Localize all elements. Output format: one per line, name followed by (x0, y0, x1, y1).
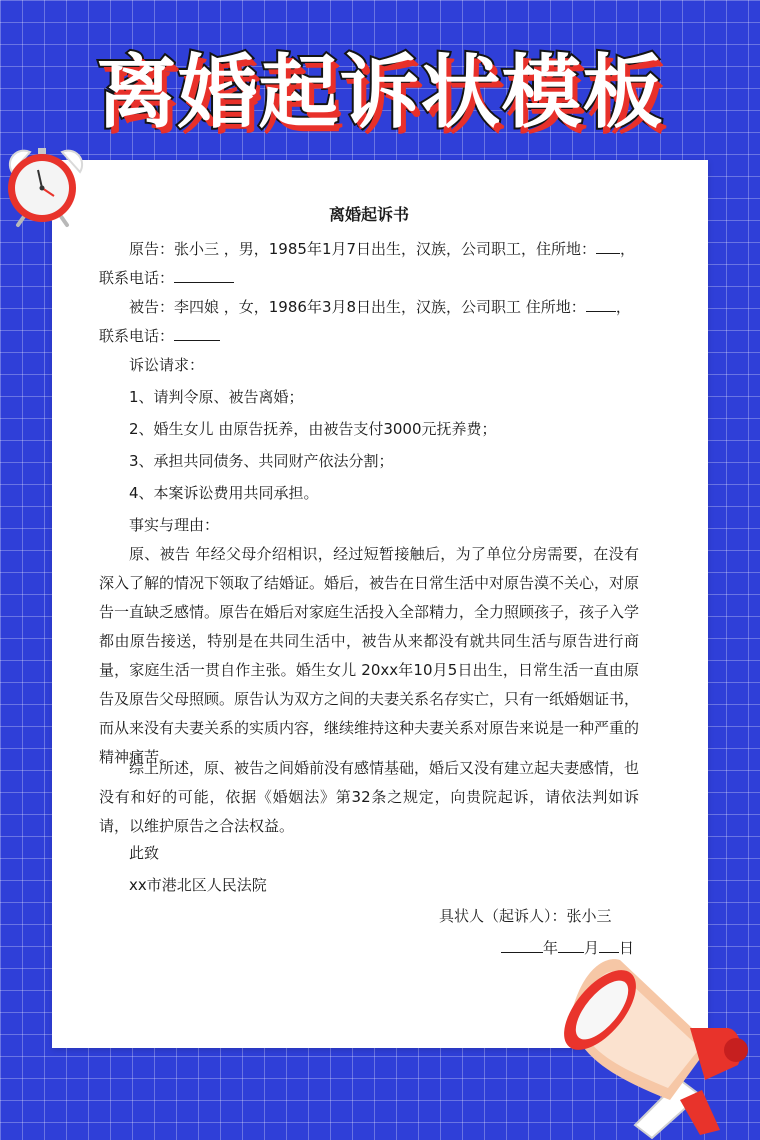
facts-heading: 事实与理由： (129, 516, 220, 534)
claims-heading: 诉讼请求： (129, 356, 205, 374)
claim-item: 4、本案诉讼费用共同承担。 (129, 484, 319, 502)
plaintiff-info: 原告：张小三 ，男，1985年1月7日出生，汉族，公司职工，住所地： (129, 240, 597, 258)
date-year-blank (501, 938, 543, 953)
megaphone-icon (560, 950, 760, 1140)
signature-line: 具状人（起诉人）：张小三 (439, 907, 612, 925)
banner-title: 离婚起诉状模板 (96, 46, 664, 139)
claim-item: 2、婚生女儿 由原告抚养，由被告支付3000元抚养费； (129, 420, 497, 438)
defendant-line-end: ， (615, 298, 631, 316)
defendant-address-blank (586, 297, 616, 312)
date-day-blank (599, 938, 619, 953)
date-line (501, 937, 634, 958)
date-month-label: 月 (584, 939, 600, 957)
plaintiff-line-end: ， (620, 240, 636, 258)
date-year-label: 年 (543, 939, 559, 957)
plaintiff-phone-blank (174, 268, 234, 283)
date-month-blank (558, 938, 584, 953)
plaintiff-phone-line (99, 267, 234, 288)
facts-paragraph: 原、被告 年经父母介绍相识，经过短暂接触后，为了单位分房需要，在没有深入了解的情况下领取了结婚证。婚后，被告在日常生活中对原告漠不关心，对原告一直缺乏感情。原告在婚后对家庭生活投入全部精力，全力照顾孩子，孩子入学都由原告接送，特别是在共同生活中，被告从来都没有就共同生活与原告进行商量，家庭生活一贯自作主张。婚生女儿 20xx年10月5日出生，日常生活一直由原告及原告父母照顾。原告认为双方之间的夫妻关系名存实亡，只有一纸婚姻证书，而从来没有夫妻关系的实质内容，继续维持这种夫妻关系对原告来说是一种严重的精神痛苦。 (99, 545, 640, 766)
plaintiff-phone-label: 联系电话： (99, 269, 175, 287)
plaintiff-address-blank (596, 239, 620, 254)
facts-paragraph: 综上所述，原、被告之间婚前没有感情基础，婚后又没有建立起夫妻感情，也没有和好的可能，依据《婚姻法》第32条之规定，向贵院起诉，请依法判如诉请，以维护原告之合法权益。 (99, 759, 640, 835)
defendant-phone-line (99, 325, 220, 346)
defendant-phone-label: 联系电话： (99, 327, 175, 345)
document-title: 离婚起诉书 (328, 205, 409, 224)
court-name: xx市港北区人民法院 (129, 876, 267, 894)
claim-item: 3、承担共同债务、共同财产依法分割； (129, 452, 394, 470)
closing-text: 此致 (129, 844, 160, 862)
defendant-phone-blank (174, 326, 220, 341)
defendant-line (129, 296, 631, 317)
claim-item: 1、请判令原、被告离婚； (129, 388, 304, 406)
defendant-info: 被告：李四娘 ，女，1986年3月8日出生，汉族，公司职工 住所地： (129, 298, 586, 316)
alarm-clock-icon (0, 130, 90, 230)
date-day-label: 日 (619, 939, 635, 957)
plaintiff-line (129, 238, 635, 259)
